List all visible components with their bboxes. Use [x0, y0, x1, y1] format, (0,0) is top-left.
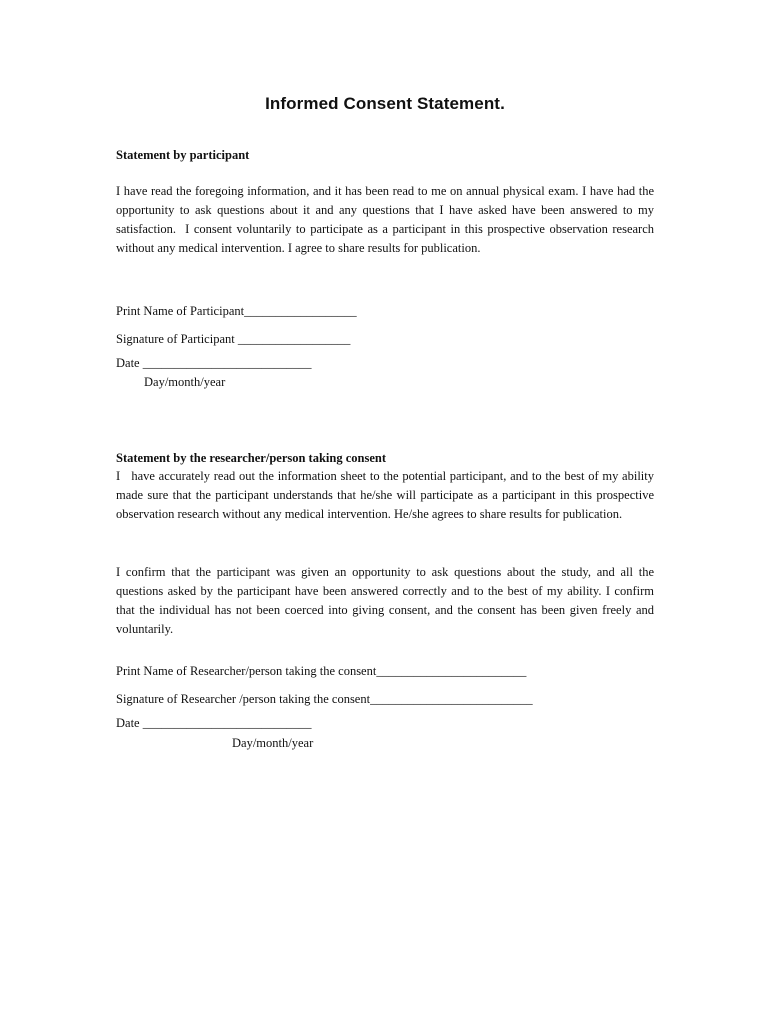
- researcher-print-name-field: Print Name of Researcher/person taking the consent________________________: [116, 664, 527, 678]
- participant-statement-heading: Statement by participant: [116, 148, 250, 162]
- participant-date-format-label: Day/month/year: [144, 375, 226, 389]
- participant-date-field: Date ___________________________: [116, 356, 312, 370]
- participant-signature-field: Signature of Participant __________________: [116, 332, 351, 346]
- researcher-statement-paragraph-2: I confirm that the participant was given an opportunity to ask questions about the study, and all the questions asked by the participant have been answered correctly and to the best of my ability. I confirm that the individual has not been coerced into giving consent, and the consent has been given freely and voluntarily.: [116, 565, 658, 636]
- researcher-statement-heading: Statement by the researcher/person taking consent: [116, 451, 386, 465]
- researcher-statement-paragraph-1: I have accurately read out the information sheet to the potential participant, and to the best of my ability made sure that the participant understands that he/she will participate as a participant in this prospective observation research without any medical intervention. He/she agrees to share results for publication.: [116, 469, 658, 521]
- researcher-date-format-label: Day/month/year: [232, 736, 314, 750]
- participant-statement-paragraph: I have read the foregoing information, and it has been read to me on annual physical exam. I have had the opportunity to ask questions about it and any questions that I have asked have been answered to my satisfaction. I consent voluntarily to participate as a participant in this prospective observation research without any medical intervention. I agree to share results for publication.: [116, 184, 658, 255]
- document-title: Informed Consent Statement.: [265, 94, 505, 113]
- researcher-date-field: Date ___________________________: [116, 716, 312, 730]
- researcher-signature-field: Signature of Researcher /person taking the consent__________________________: [116, 692, 533, 706]
- participant-print-name-field: Print Name of Participant__________________: [116, 304, 357, 318]
